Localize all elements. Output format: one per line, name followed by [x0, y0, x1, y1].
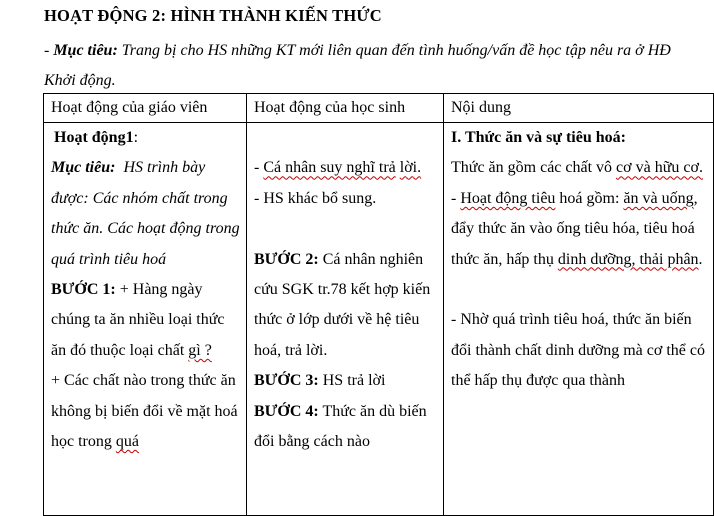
student-line1: - Cá nhân suy nghĩ trả lời.	[254, 159, 422, 177]
goal-label: Mục tiêu:	[53, 42, 118, 59]
step1-end: gì ?	[188, 341, 212, 359]
goal-dash: -	[44, 42, 54, 59]
teacher-goal	[51, 153, 242, 275]
teacher-goal-text: HS trình bày được: Các nhóm chất trong thức ăn. Các hoạt động trong quá trình tiêu hoá	[51, 159, 240, 268]
content-p2: - Hoạt động tiêu hoá gồm: ăn và uống, đẩy thức ăn vào ống tiêu hóa, tiêu hoá thức ăn, hấp thụ dinh dưỡng, thải phân.	[451, 189, 703, 268]
step1-label: BƯỚC 1:	[51, 281, 116, 299]
content-cell	[444, 123, 714, 516]
header-teacher: Hoạt động của giáo viên	[44, 94, 247, 123]
header-content: Nội dung	[444, 94, 714, 123]
section-heading: HOẠT ĐỘNG 2: HÌNH THÀNH KIẾN THỨC	[44, 6, 382, 25]
teacher-step1	[51, 275, 242, 366]
content-p3: - Nhờ quá trình tiêu hoá, thức ăn biến đổi thành chất dinh dưỡng mà cơ thể có thể hấp thụ được qua thành	[451, 311, 705, 390]
lesson-table	[43, 93, 714, 516]
teacher-cell	[44, 123, 247, 516]
student-line2: - HS khác bổ sung.	[254, 189, 377, 207]
activity-title: Hoạt động1:	[54, 129, 139, 146]
table-header-row	[44, 94, 714, 123]
content-p1: Thức ăn gồm các chất vô cơ và hữu cơ.	[451, 159, 703, 177]
student-step2: BƯỚC 2: Cá nhân nghiên cứu SGK tr.78 kết hợp kiến thức ở lớp dưới về hệ tiêu hoá, trả lời.	[254, 250, 431, 359]
step1-text: + Hàng ngày chúng ta ăn nhiều loại thức ăn đó thuộc loại chất	[51, 281, 225, 359]
content-title: I. Thức ăn và sự tiêu hoá:	[451, 129, 626, 146]
header-student: Hoạt động của học sinh	[247, 94, 444, 123]
teacher-question2: + Các chất nào trong thức ăn không bị biến đổi về mặt hoá học trong quá	[51, 372, 238, 451]
table-body-row	[44, 123, 714, 516]
student-cell	[247, 123, 444, 516]
goal-paragraph	[44, 36, 674, 96]
student-step4: BƯỚC 4: Thức ăn dù biến đổi bằng cách nào	[254, 402, 427, 451]
student-step3: BƯỚC 3: HS trả lời	[254, 372, 386, 390]
teacher-goal-label: Mục tiêu:	[51, 159, 116, 177]
goal-text: Trang bị cho HS những KT mới liên quan đến tình huống/vấn đề học tập nêu ra ở HĐ Khởi động.	[44, 42, 671, 89]
